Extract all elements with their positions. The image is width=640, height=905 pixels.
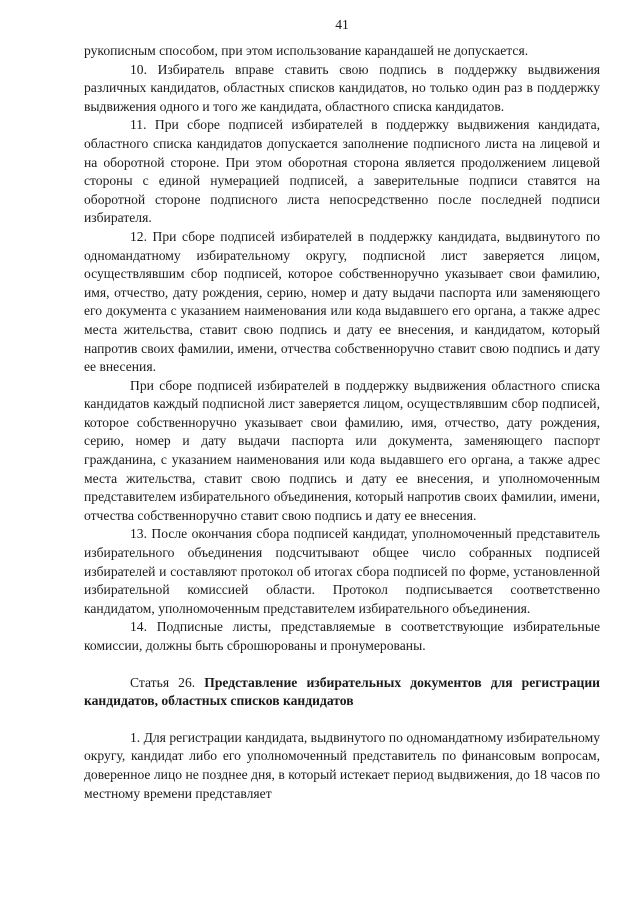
article-heading (84, 674, 600, 711)
paragraph-continuation: рукописным способом, при этом использование карандашей не допускается. (84, 43, 529, 58)
paragraph-13: 13. После окончания сбора подписей кандидат, уполномоченный представитель избирательного объединения подсчитывают общее число собранных подписей избирателей и составляют протокол об итогах сбора подписей по форме, установленной избирательной комиссией области. Протокол подписывается соответственно кандидатом, уполномоченным представителем избирательного объединения. (84, 526, 600, 616)
paragraph-12: 12. При сборе подписей избирателей в поддержку кандидата, выдвинутого по одномандатному избирательному округу, подписной лист заверяется лицом, осуществлявшим сбор подписей, которое собственноручно указывает свои фамилию, имя, отчество, дату рождения, серию, номер и дату выдачи паспорта или заменяющего его документа с указанием наименования или кода выдавшего его органа, а также адрес места жительства, ставит свою подпись и дату ее внесения, и кандидатом, который напротив своих фамилии, имени, отчества собственноручно ставит свою подпись и дату ее внесения. (84, 228, 600, 375)
page-number: 41 (335, 17, 349, 32)
article-paragraph-1: 1. Для регистрации кандидата, выдвинутого по одномандатному избирательному округу, кандидат либо его уполномоченный представитель по финансовым вопросам, доверенное лицо не позднее дня, в который истекает период выдвижения, до 18 часов по местному времени представляет (84, 729, 600, 801)
article-number: Статья 26. (130, 674, 205, 690)
spacer (84, 711, 600, 729)
paragraph-11: 11. При сборе подписей избирателей в поддержку выдвижения кандидата, областного списка кандидатов допускается заполнение подписного листа на лицевой и на оборотной стороне. При этом оборотная сторона является продолжением лицевой стороны с единой нумерацией подписей, а заверительные подписи ставятся на оборотной стороне подписного листа непосредственно после последней подписи избирателя. (84, 117, 600, 226)
document-page (84, 16, 600, 803)
paragraph-12-part-2: При сборе подписей избирателей в поддержку выдвижения областного списка кандидатов каждый подписной лист заверяется лицом, осуществлявшим сбор подписей, которое собственноручно указывает свои фамилию, имя, отчество, дату рождения, серию, номер и дату выдачи паспорта или документа, заменяющего паспорт гражданина, с указанием наименования или кода выдавшего его органа, а также адрес места жительства, ставит свою подпись и дату ее внесения, и уполномоченным представителем избирательного объединения, который напротив своих фамилии, имени, отчества собственноручно ставит свою подпись и дату ее внесения. (84, 377, 600, 523)
paragraph-10: 10. Избиратель вправе ставить свою подпись в поддержку выдвижения различных кандидатов, областных списков кандидатов, но только один раз в поддержку выдвижения одного и того же кандидата, областного списка кандидатов. (84, 61, 600, 114)
article-title: Представление избирательных документов для регистрации кандидатов, областных списков кандидатов (84, 674, 600, 709)
paragraph-14: 14. Подписные листы, представляемые в соответствующие избирательные комиссии, должны быть сброшюрованы и пронумерованы. (84, 619, 600, 653)
